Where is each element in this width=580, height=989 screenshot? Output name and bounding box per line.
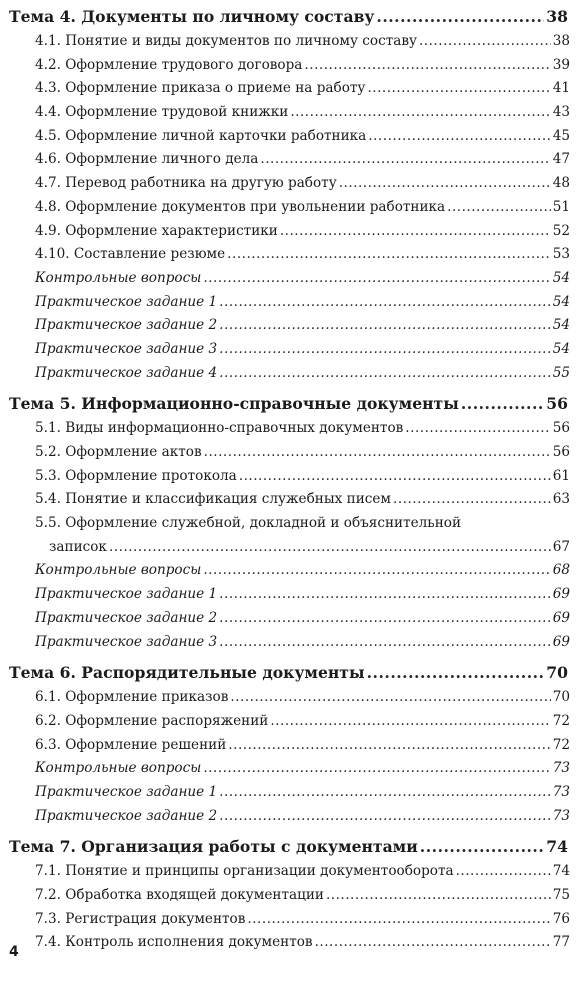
toc-page-number: 54 bbox=[552, 269, 570, 286]
toc-page-number: 69 bbox=[552, 633, 570, 650]
toc-page-number: 53 bbox=[552, 246, 570, 263]
dot-leader bbox=[280, 220, 551, 244]
toc-entry-title: Контрольные вопросы bbox=[35, 760, 202, 777]
toc-page-number: 54 bbox=[552, 317, 570, 334]
toc-entry-title: 4.4. Оформление трудовой книжки bbox=[35, 104, 289, 121]
toc-page-number: 52 bbox=[552, 222, 570, 239]
toc-entry-title: 4.9. Оформление характеристики bbox=[35, 222, 278, 239]
dot-leader bbox=[203, 267, 550, 291]
toc-page-number: 55 bbox=[552, 364, 570, 381]
dot-leader bbox=[230, 686, 550, 710]
toc-topic-title: Тема 7. Организация работы с документами bbox=[9, 837, 418, 857]
toc-entry bbox=[9, 101, 570, 125]
dot-leader bbox=[419, 30, 551, 54]
toc-page-number: 54 bbox=[552, 293, 570, 310]
toc-page-number: 56 bbox=[546, 394, 568, 414]
page-number: 4 bbox=[9, 944, 19, 960]
toc-entry-practical-task bbox=[9, 314, 570, 338]
toc-entry-title: Практическое задание 2 bbox=[35, 807, 218, 824]
toc-page-number: 72 bbox=[552, 736, 570, 753]
toc-entry-title: Практическое задание 4 bbox=[35, 364, 218, 381]
toc-page-number: 41 bbox=[552, 80, 570, 97]
toc-entry-title: 4.8. Оформление документов при увольнении работника bbox=[35, 198, 446, 215]
dot-leader bbox=[447, 196, 551, 220]
toc-entry bbox=[9, 441, 570, 465]
toc-page-number: 77 bbox=[552, 934, 570, 951]
toc-entry bbox=[9, 243, 570, 267]
toc-page-number: 73 bbox=[552, 783, 570, 800]
toc-entry-review-questions bbox=[9, 559, 570, 583]
toc-entry-practical-task bbox=[9, 805, 570, 829]
toc-entry-practical-task bbox=[9, 781, 570, 805]
toc-entry bbox=[9, 710, 570, 734]
toc-page-number: 56 bbox=[552, 420, 570, 437]
dot-leader bbox=[219, 314, 551, 338]
toc-topic-5 bbox=[9, 391, 570, 417]
toc-entry bbox=[9, 884, 570, 908]
toc-entry-practical-task bbox=[9, 631, 570, 655]
toc-entry-title: Практическое задание 2 bbox=[35, 317, 218, 334]
toc-entry-review-questions bbox=[9, 757, 570, 781]
toc-entry bbox=[9, 30, 570, 54]
dot-leader bbox=[368, 125, 550, 149]
toc-entry-practical-task bbox=[9, 362, 570, 386]
dot-leader bbox=[219, 631, 551, 655]
toc-entry-title: 4.6. Оформление личного дела bbox=[35, 151, 259, 168]
toc-entry-title-line2: записок bbox=[49, 538, 107, 555]
toc-entry-multiline bbox=[9, 512, 570, 559]
toc-entry-practical-task bbox=[9, 607, 570, 631]
toc-page-number: 74 bbox=[552, 863, 570, 880]
toc-entry-title: 6.3. Оформление решений bbox=[35, 736, 227, 753]
toc-entry bbox=[9, 908, 570, 932]
toc-entry bbox=[9, 465, 570, 489]
dot-leader bbox=[219, 583, 551, 607]
toc-topic-title: Тема 6. Распорядительные документы bbox=[9, 663, 365, 683]
toc-entry bbox=[9, 417, 570, 441]
dot-leader bbox=[405, 417, 550, 441]
dot-leader bbox=[260, 148, 550, 172]
toc-page-number: 51 bbox=[552, 198, 570, 215]
dot-leader bbox=[339, 172, 551, 196]
dot-leader bbox=[219, 362, 551, 386]
dot-leader bbox=[326, 884, 551, 908]
toc-entry-title: 4.2. Оформление трудового договора bbox=[35, 56, 303, 73]
toc-page-number: 38 bbox=[546, 7, 568, 26]
dot-leader bbox=[228, 734, 550, 758]
toc-entry-title: Практическое задание 3 bbox=[35, 633, 218, 650]
dot-leader bbox=[420, 834, 545, 860]
table-of-contents bbox=[9, 4, 570, 955]
toc-entry-title: 5.4. Понятие и классификация служебных писем bbox=[35, 491, 391, 508]
toc-page-number: 73 bbox=[552, 760, 570, 777]
dot-leader bbox=[456, 860, 551, 884]
toc-topic-4 bbox=[9, 4, 570, 30]
toc-page-number: 38 bbox=[552, 33, 570, 49]
dot-leader bbox=[204, 441, 551, 465]
toc-entry-title: 5.1. Виды информационно-справочных документов bbox=[35, 420, 404, 437]
toc-page-number: 43 bbox=[552, 104, 570, 121]
toc-page-number: 54 bbox=[552, 340, 570, 357]
toc-entry bbox=[9, 148, 570, 172]
dot-leader bbox=[315, 931, 551, 955]
dot-leader bbox=[270, 710, 550, 734]
dot-leader bbox=[247, 908, 550, 932]
toc-entry bbox=[9, 220, 570, 244]
toc-page-number: 74 bbox=[546, 837, 568, 857]
dot-leader bbox=[219, 781, 551, 805]
toc-entry-title-line1: 5.5. Оформление служебной, докладной и объяснительной bbox=[35, 515, 461, 532]
toc-entry-title: Практическое задание 2 bbox=[35, 609, 218, 626]
toc-entry-practical-task bbox=[9, 291, 570, 315]
dot-leader bbox=[109, 536, 551, 560]
dot-leader bbox=[203, 757, 550, 781]
toc-page-number: 76 bbox=[552, 910, 570, 927]
dot-leader bbox=[304, 54, 550, 78]
dot-leader bbox=[239, 465, 551, 489]
toc-entry-title: Практическое задание 1 bbox=[35, 783, 218, 800]
toc-page-number: 68 bbox=[552, 562, 570, 579]
toc-entry bbox=[9, 77, 570, 101]
toc-entry-title: 7.2. Обработка входящей документации bbox=[35, 887, 324, 904]
toc-entry bbox=[9, 686, 570, 710]
toc-entry bbox=[9, 931, 570, 955]
toc-page-number: 48 bbox=[552, 175, 570, 192]
dot-leader bbox=[367, 77, 550, 101]
dot-leader bbox=[290, 101, 550, 125]
toc-topic-6 bbox=[9, 660, 570, 686]
dot-leader bbox=[393, 488, 551, 512]
toc-entry-title: 7.4. Контроль исполнения документов bbox=[35, 934, 313, 951]
dot-leader bbox=[227, 243, 551, 267]
toc-entry-title: 6.1. Оформление приказов bbox=[35, 689, 229, 706]
toc-entry-practical-task bbox=[9, 338, 570, 362]
toc-entry-title: Практическое задание 1 bbox=[35, 586, 218, 603]
toc-entry-title: Практическое задание 3 bbox=[35, 340, 218, 357]
toc-topic-7 bbox=[9, 834, 570, 860]
toc-page-number: 72 bbox=[552, 712, 570, 729]
toc-entry-title: Практическое задание 1 bbox=[35, 293, 218, 310]
toc-entry-review-questions bbox=[9, 267, 570, 291]
toc-page-number: 39 bbox=[552, 56, 570, 73]
toc-page-number: 63 bbox=[552, 491, 570, 508]
toc-entry bbox=[9, 125, 570, 149]
toc-page-number: 75 bbox=[552, 887, 570, 904]
toc-page-number: 69 bbox=[552, 609, 570, 626]
toc-entry-title: 4.1. Понятие и виды документов по личному составу bbox=[35, 33, 417, 49]
toc-entry bbox=[9, 196, 570, 220]
toc-entry-title: Контрольные вопросы bbox=[35, 562, 202, 579]
toc-page-number: 47 bbox=[552, 151, 570, 168]
toc-entry-title: 6.2. Оформление распоряжений bbox=[35, 712, 269, 729]
toc-entry-title: 7.1. Понятие и принципы организации документооборота bbox=[35, 863, 454, 880]
toc-entry-title: 4.5. Оформление личной карточки работника bbox=[35, 127, 367, 144]
toc-page-number: 69 bbox=[552, 586, 570, 603]
toc-entry-title: 4.3. Оформление приказа о приеме на работу bbox=[35, 80, 366, 97]
dot-leader bbox=[367, 660, 545, 686]
toc-topic-title: Тема 4. Документы по личному составу bbox=[9, 7, 375, 26]
dot-leader bbox=[376, 4, 544, 30]
toc-page-number: 56 bbox=[552, 444, 570, 460]
toc-entry-title: 7.3. Регистрация документов bbox=[35, 910, 246, 927]
toc-entry-practical-task bbox=[9, 583, 570, 607]
toc-entry-title: 5.3. Оформление протокола bbox=[35, 467, 237, 484]
toc-entry-title: 4.7. Перевод работника на другую работу bbox=[35, 175, 337, 192]
dot-leader bbox=[203, 559, 550, 583]
toc-page-number: 70 bbox=[552, 689, 570, 706]
dot-leader bbox=[219, 805, 551, 829]
toc-entry bbox=[9, 54, 570, 78]
toc-entry-title: Контрольные вопросы bbox=[35, 269, 202, 286]
toc-topic-title: Тема 5. Информационно-справочные документы bbox=[9, 394, 459, 414]
toc-page-number: 45 bbox=[552, 127, 570, 144]
toc-page-number: 67 bbox=[552, 538, 570, 555]
dot-leader bbox=[219, 338, 551, 362]
dot-leader bbox=[461, 391, 544, 417]
dot-leader bbox=[219, 291, 551, 315]
toc-entry-title: 5.2. Оформление актов bbox=[35, 444, 202, 460]
toc-page-number: 61 bbox=[552, 467, 570, 484]
toc-entry bbox=[9, 860, 570, 884]
toc-entry bbox=[9, 734, 570, 758]
toc-entry bbox=[9, 172, 570, 196]
toc-page-number: 70 bbox=[546, 663, 568, 683]
dot-leader bbox=[219, 607, 551, 631]
toc-page-number: 73 bbox=[552, 807, 570, 824]
toc-entry bbox=[9, 488, 570, 512]
toc-entry-title: 4.10. Составление резюме bbox=[35, 246, 226, 263]
